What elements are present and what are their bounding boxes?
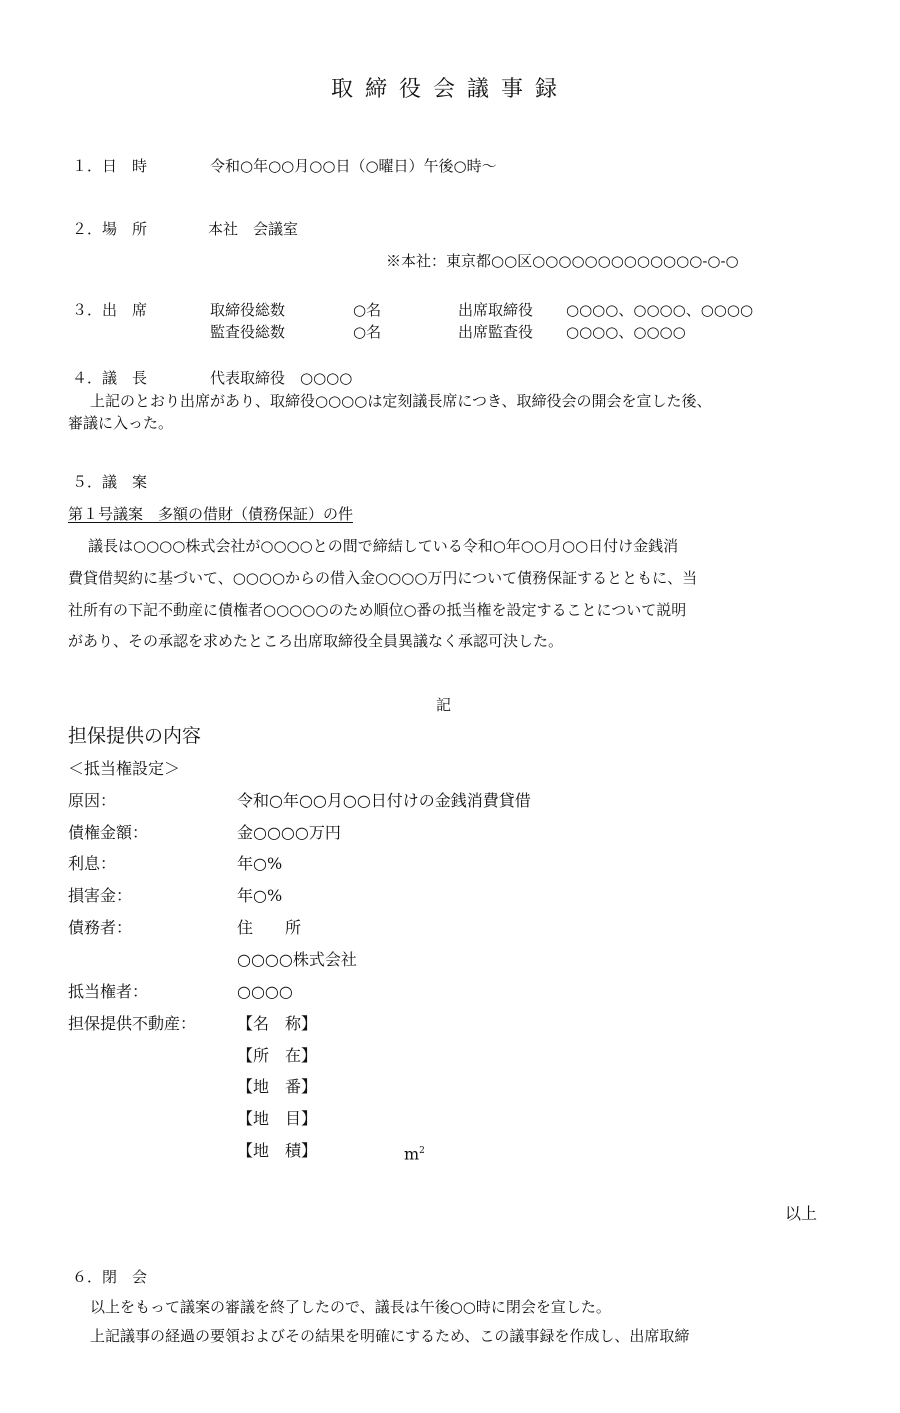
area-unit-base: m (404, 1144, 420, 1164)
property-item-location: 【所 在】 (237, 1046, 318, 1065)
row-label-damages: 損害金： (68, 886, 133, 905)
row-label-interest: 利息： (68, 854, 117, 873)
property-item-name: 【名 称】 (237, 1014, 318, 1033)
row-value-damages: 年○% (237, 886, 283, 905)
directors-total-value: ○名 (353, 301, 382, 319)
property-item-land-category: 【地 目】 (237, 1109, 318, 1128)
section-3-label: ３．出 席 (72, 301, 148, 319)
agenda-paragraph-line1: 議長は○○○○株式会社が○○○○との間で締結している令和○年○○月○○日付け金銭消 (88, 537, 679, 555)
mortgagee-value: ○○○○ (237, 982, 293, 1001)
row-label-cause: 原因： (68, 791, 117, 810)
mortgagee-label: 抵当権者： (68, 982, 149, 1001)
chairman-value: 代表取締役 ○○○○ (210, 369, 353, 387)
section-2-note: ※本社：東京都○○区○○○○○○○○○○○○○-○-○ (386, 252, 739, 270)
auditors-present-value: ○○○○、○○○○ (566, 323, 686, 341)
row-label-claim-amount: 債権金額： (68, 823, 149, 842)
section-2-label: ２．場 所 (72, 220, 148, 238)
area-unit-superscript: 2 (419, 1146, 425, 1156)
row-value-cause: 令和○年○○月○○日付けの金銭消費貸借 (237, 791, 531, 810)
section-5-label: ５．議 案 (72, 473, 148, 491)
collateral-subheading: ＜抵当権設定＞ (68, 759, 181, 778)
area-unit (404, 1140, 425, 1165)
directors-total-label: 取締役総数 (210, 301, 286, 319)
ki-mark: 記 (436, 696, 452, 714)
directors-present-value: ○○○○、○○○○、○○○○ (566, 301, 754, 319)
auditors-present-label: 出席監査役 (458, 323, 534, 341)
document-title: 取締役会議事録 (330, 77, 569, 102)
agenda-title: 第１号議案 多額の借財（債務保証）の件 (68, 505, 354, 523)
row-value-interest: 年○% (237, 854, 283, 873)
property-label: 担保提供不動産： (68, 1014, 197, 1033)
debtor-company: ○○○○株式会社 (237, 950, 357, 969)
collateral-heading: 担保提供の内容 (68, 725, 202, 747)
agenda-paragraph-line2: 費貸借契約に基づいて、○○○○からの借入金○○○○万円について債務保証するとともに、当 (68, 569, 698, 587)
section-2-value: 本社 会議室 (208, 220, 299, 238)
section-6-line1: 以上をもって議案の審議を終了したので、議長は午後○○時に閉会を宣した。 (90, 1298, 611, 1316)
row-value-debtor-address: 住 所 (237, 918, 302, 937)
auditors-total-label: 監査役総数 (210, 323, 286, 341)
agenda-paragraph-line4: があり、その承認を求めたところ出席取締役全員異議なく承認可決した。 (68, 632, 564, 650)
auditors-total-value: ○名 (353, 323, 382, 341)
section-4-text-line2: 審議に入った。 (68, 414, 174, 432)
agenda-paragraph-line3: 社所有の下記不動産に債権者○○○○○のため順位○番の抵当権を設定することについて説明 (68, 601, 687, 619)
row-label-debtor: 債務者： (68, 918, 133, 937)
section-6-label: ６．閉 会 (72, 1268, 148, 1286)
end-mark: 以上 (785, 1204, 818, 1223)
row-value-claim-amount: 金○○○○万円 (237, 823, 341, 842)
section-1-label: １．日 時 (72, 157, 148, 175)
property-item-lot-number: 【地 番】 (237, 1077, 318, 1096)
section-6-line2: 上記議事の経過の要領およびその結果を明確にするため、この議事録を作成し、出席取締 (90, 1327, 690, 1345)
section-4-label: ４．議 長 (72, 369, 148, 387)
section-4-text-line1: 上記のとおり出席があり、取締役○○○○は定刻議長席につき、取締役会の開会を宣した後、 (90, 392, 712, 410)
section-1-value: 令和○年○○月○○日（○曜日）午後○時～ (210, 157, 497, 175)
directors-present-label: 出席取締役 (458, 301, 534, 319)
property-item-area: 【地 積】 (237, 1141, 318, 1160)
